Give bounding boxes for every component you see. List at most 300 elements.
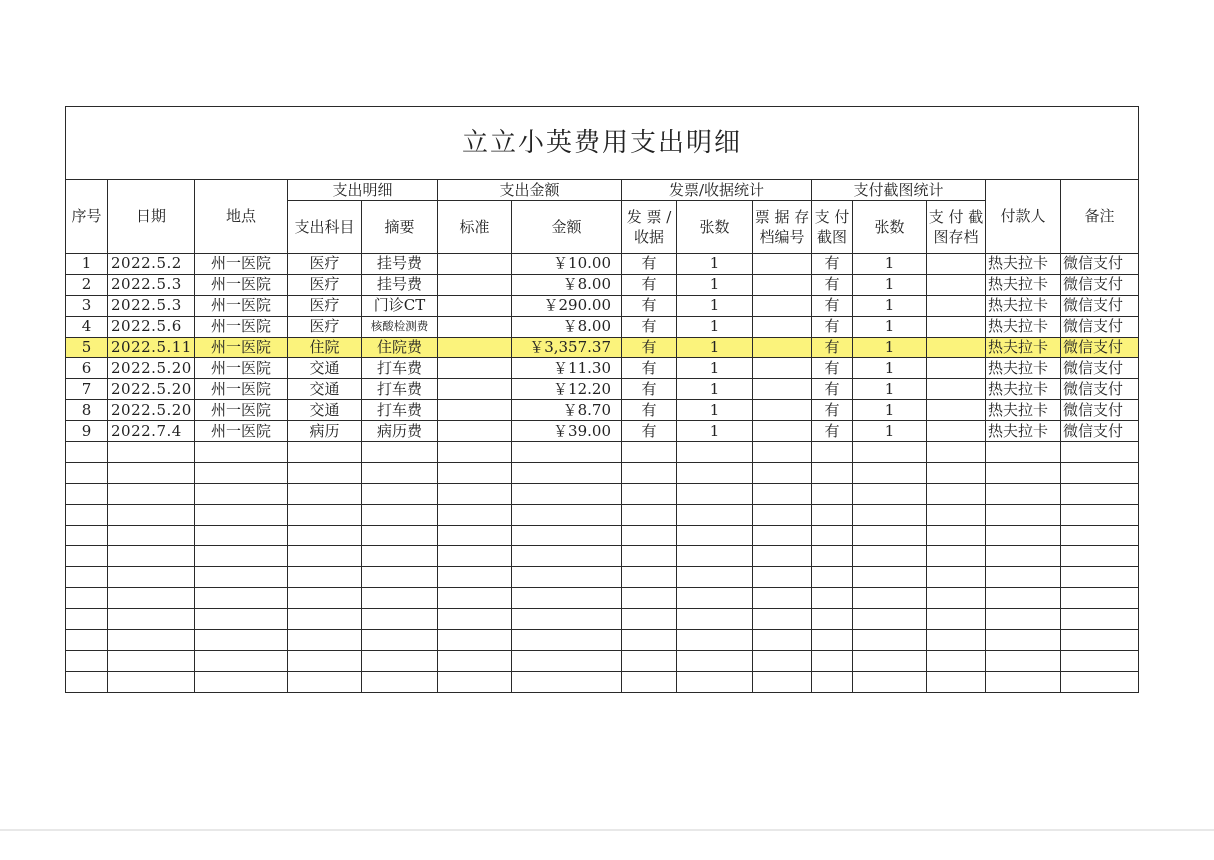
empty-cell bbox=[512, 525, 622, 546]
empty-cell bbox=[986, 483, 1061, 504]
empty-cell bbox=[677, 504, 753, 525]
screenshot-count-cell: 1 bbox=[853, 358, 927, 379]
empty-cell bbox=[512, 630, 622, 651]
seq-cell: 8 bbox=[66, 400, 108, 421]
header-note: 备注 bbox=[1061, 180, 1139, 254]
empty-cell bbox=[108, 609, 195, 630]
table-row bbox=[66, 400, 1139, 421]
date-cell: 2022.5.3 bbox=[108, 274, 195, 295]
invoice-count-cell: 1 bbox=[677, 295, 753, 316]
table-row bbox=[66, 316, 1139, 337]
empty-cell bbox=[622, 525, 677, 546]
empty-cell bbox=[362, 504, 438, 525]
empty-cell bbox=[677, 609, 753, 630]
empty-cell bbox=[438, 462, 512, 483]
seq-cell: 1 bbox=[66, 254, 108, 275]
screenshot-count-cell: 1 bbox=[853, 421, 927, 442]
empty-cell bbox=[108, 442, 195, 463]
empty-cell bbox=[288, 525, 362, 546]
invoice-count-cell: 1 bbox=[677, 274, 753, 295]
invoice-cell: 有 bbox=[622, 254, 677, 275]
empty-cell bbox=[853, 504, 927, 525]
empty-cell bbox=[66, 588, 108, 609]
invoice-count-cell: 1 bbox=[677, 421, 753, 442]
empty-cell bbox=[622, 650, 677, 671]
invoice-cell: 有 bbox=[622, 274, 677, 295]
empty-cell bbox=[622, 483, 677, 504]
empty-cell bbox=[853, 483, 927, 504]
empty-cell bbox=[288, 650, 362, 671]
payer-cell: 热夫拉卡 bbox=[986, 421, 1061, 442]
table-row bbox=[66, 274, 1139, 295]
empty-cell bbox=[108, 525, 195, 546]
empty-cell bbox=[927, 483, 986, 504]
screenshot-count-cell: 1 bbox=[853, 274, 927, 295]
empty-cell bbox=[362, 671, 438, 692]
payer-cell: 热夫拉卡 bbox=[986, 254, 1061, 275]
empty-cell bbox=[438, 525, 512, 546]
empty-cell bbox=[288, 630, 362, 651]
header-date: 日期 bbox=[108, 180, 195, 254]
header-payer: 付款人 bbox=[986, 180, 1061, 254]
invoice-archive-cell bbox=[753, 295, 812, 316]
empty-cell bbox=[438, 546, 512, 567]
screenshot-count-cell: 1 bbox=[853, 316, 927, 337]
empty-cell bbox=[753, 650, 812, 671]
place-cell: 州一医院 bbox=[195, 400, 288, 421]
empty-cell bbox=[512, 567, 622, 588]
amount-cell: ￥8.00 bbox=[512, 274, 622, 295]
empty-cell bbox=[927, 462, 986, 483]
note-cell: 微信支付 bbox=[1061, 358, 1139, 379]
empty-cell bbox=[512, 442, 622, 463]
payer-cell: 热夫拉卡 bbox=[986, 400, 1061, 421]
empty-cell bbox=[622, 671, 677, 692]
screenshot-cell: 有 bbox=[812, 421, 853, 442]
empty-row bbox=[66, 671, 1139, 692]
empty-cell bbox=[195, 650, 288, 671]
subject-cell: 医疗 bbox=[288, 295, 362, 316]
amount-cell: ￥10.00 bbox=[512, 254, 622, 275]
payer-cell: 热夫拉卡 bbox=[986, 358, 1061, 379]
empty-cell bbox=[195, 588, 288, 609]
screenshot-cell: 有 bbox=[812, 358, 853, 379]
screenshot-count-cell: 1 bbox=[853, 337, 927, 358]
header-place: 地点 bbox=[195, 180, 288, 254]
empty-cell bbox=[853, 588, 927, 609]
empty-row bbox=[66, 630, 1139, 651]
empty-cell bbox=[66, 483, 108, 504]
invoice-cell: 有 bbox=[622, 358, 677, 379]
empty-cell bbox=[438, 483, 512, 504]
subject-cell: 医疗 bbox=[288, 316, 362, 337]
empty-cell bbox=[753, 609, 812, 630]
empty-cell bbox=[986, 567, 1061, 588]
empty-cell bbox=[288, 567, 362, 588]
empty-cell bbox=[1061, 442, 1139, 463]
empty-cell bbox=[753, 588, 812, 609]
empty-cell bbox=[1061, 483, 1139, 504]
invoice-cell: 有 bbox=[622, 316, 677, 337]
empty-cell bbox=[362, 442, 438, 463]
empty-cell bbox=[622, 462, 677, 483]
screenshot-archive-cell bbox=[927, 274, 986, 295]
empty-row bbox=[66, 504, 1139, 525]
payer-cell: 热夫拉卡 bbox=[986, 337, 1061, 358]
empty-cell bbox=[195, 630, 288, 651]
summary-cell: 门诊CT bbox=[362, 295, 438, 316]
empty-cell bbox=[927, 442, 986, 463]
expense-table bbox=[65, 106, 1139, 693]
screenshot-archive-cell bbox=[927, 358, 986, 379]
amount-cell: ￥11.30 bbox=[512, 358, 622, 379]
empty-row bbox=[66, 650, 1139, 671]
empty-cell bbox=[622, 546, 677, 567]
seq-cell: 3 bbox=[66, 295, 108, 316]
empty-cell bbox=[853, 442, 927, 463]
standard-cell bbox=[438, 400, 512, 421]
subject-cell: 交通 bbox=[288, 358, 362, 379]
empty-cell bbox=[108, 567, 195, 588]
empty-cell bbox=[753, 442, 812, 463]
empty-cell bbox=[927, 525, 986, 546]
screenshot-cell: 有 bbox=[812, 337, 853, 358]
empty-cell bbox=[438, 442, 512, 463]
header-screenshot-archive: 支 付 截 图存档 bbox=[927, 201, 986, 254]
empty-cell bbox=[362, 650, 438, 671]
summary-cell: 挂号费 bbox=[362, 274, 438, 295]
empty-cell bbox=[195, 546, 288, 567]
empty-cell bbox=[438, 650, 512, 671]
empty-cell bbox=[1061, 650, 1139, 671]
summary-cell: 打车费 bbox=[362, 379, 438, 400]
screenshot-archive-cell bbox=[927, 295, 986, 316]
empty-cell bbox=[108, 546, 195, 567]
seq-cell: 7 bbox=[66, 379, 108, 400]
empty-cell bbox=[195, 671, 288, 692]
empty-cell bbox=[195, 525, 288, 546]
summary-cell: 病历费 bbox=[362, 421, 438, 442]
date-cell: 2022.5.2 bbox=[108, 254, 195, 275]
table-row bbox=[66, 337, 1139, 358]
empty-cell bbox=[195, 609, 288, 630]
empty-cell bbox=[986, 630, 1061, 651]
empty-cell bbox=[812, 442, 853, 463]
place-cell: 州一医院 bbox=[195, 254, 288, 275]
empty-cell bbox=[288, 483, 362, 504]
invoice-archive-cell bbox=[753, 274, 812, 295]
screenshot-cell: 有 bbox=[812, 295, 853, 316]
empty-cell bbox=[853, 671, 927, 692]
empty-cell bbox=[438, 567, 512, 588]
table-row bbox=[66, 421, 1139, 442]
empty-cell bbox=[986, 525, 1061, 546]
invoice-cell: 有 bbox=[622, 421, 677, 442]
empty-cell bbox=[986, 671, 1061, 692]
empty-cell bbox=[512, 588, 622, 609]
invoice-archive-cell bbox=[753, 400, 812, 421]
standard-cell bbox=[438, 274, 512, 295]
empty-cell bbox=[195, 504, 288, 525]
place-cell: 州一医院 bbox=[195, 358, 288, 379]
empty-cell bbox=[677, 442, 753, 463]
table-row bbox=[66, 379, 1139, 400]
empty-cell bbox=[753, 504, 812, 525]
empty-cell bbox=[66, 525, 108, 546]
header-summary: 摘要 bbox=[362, 201, 438, 254]
empty-cell bbox=[195, 442, 288, 463]
invoice-count-cell: 1 bbox=[677, 400, 753, 421]
screenshot-cell: 有 bbox=[812, 400, 853, 421]
empty-cell bbox=[438, 630, 512, 651]
screenshot-count-cell: 1 bbox=[853, 254, 927, 275]
empty-cell bbox=[812, 630, 853, 651]
invoice-archive-cell bbox=[753, 254, 812, 275]
empty-cell bbox=[288, 546, 362, 567]
place-cell: 州一医院 bbox=[195, 316, 288, 337]
invoice-cell: 有 bbox=[622, 379, 677, 400]
empty-cell bbox=[1061, 525, 1139, 546]
empty-cell bbox=[108, 671, 195, 692]
seq-cell: 9 bbox=[66, 421, 108, 442]
empty-cell bbox=[1061, 588, 1139, 609]
date-cell: 2022.5.20 bbox=[108, 379, 195, 400]
screenshot-archive-cell bbox=[927, 337, 986, 358]
subject-cell: 交通 bbox=[288, 400, 362, 421]
header-group-screenshot: 支付截图统计 bbox=[812, 180, 986, 201]
empty-cell bbox=[362, 525, 438, 546]
seq-cell: 2 bbox=[66, 274, 108, 295]
screenshot-cell: 有 bbox=[812, 379, 853, 400]
amount-cell: ￥12.20 bbox=[512, 379, 622, 400]
empty-cell bbox=[108, 462, 195, 483]
header-screenshot-count: 张数 bbox=[853, 201, 927, 254]
amount-cell: ￥8.70 bbox=[512, 400, 622, 421]
empty-cell bbox=[66, 630, 108, 651]
header-invoice: 发 票 / 收据 bbox=[622, 201, 677, 254]
summary-cell: 挂号费 bbox=[362, 254, 438, 275]
empty-row bbox=[66, 588, 1139, 609]
standard-cell bbox=[438, 254, 512, 275]
screenshot-archive-cell bbox=[927, 379, 986, 400]
invoice-count-cell: 1 bbox=[677, 316, 753, 337]
page-edge-line bbox=[0, 829, 1214, 831]
subject-cell: 交通 bbox=[288, 379, 362, 400]
empty-cell bbox=[986, 442, 1061, 463]
empty-cell bbox=[677, 630, 753, 651]
empty-cell bbox=[288, 588, 362, 609]
screenshot-count-cell: 1 bbox=[853, 379, 927, 400]
empty-cell bbox=[753, 483, 812, 504]
standard-cell bbox=[438, 295, 512, 316]
empty-row bbox=[66, 525, 1139, 546]
empty-cell bbox=[438, 609, 512, 630]
place-cell: 州一医院 bbox=[195, 274, 288, 295]
empty-cell bbox=[753, 567, 812, 588]
empty-cell bbox=[362, 609, 438, 630]
empty-cell bbox=[853, 650, 927, 671]
date-cell: 2022.5.11 bbox=[108, 337, 195, 358]
empty-cell bbox=[812, 650, 853, 671]
empty-cell bbox=[362, 462, 438, 483]
empty-cell bbox=[853, 462, 927, 483]
empty-cell bbox=[927, 609, 986, 630]
empty-cell bbox=[927, 588, 986, 609]
screenshot-archive-cell bbox=[927, 400, 986, 421]
empty-cell bbox=[677, 525, 753, 546]
empty-cell bbox=[512, 671, 622, 692]
empty-cell bbox=[812, 588, 853, 609]
empty-cell bbox=[677, 546, 753, 567]
empty-cell bbox=[1061, 630, 1139, 651]
empty-cell bbox=[753, 546, 812, 567]
empty-cell bbox=[66, 504, 108, 525]
empty-cell bbox=[677, 567, 753, 588]
invoice-cell: 有 bbox=[622, 400, 677, 421]
empty-cell bbox=[66, 609, 108, 630]
empty-cell bbox=[512, 504, 622, 525]
empty-cell bbox=[812, 483, 853, 504]
empty-cell bbox=[1061, 546, 1139, 567]
summary-cell: 打车费 bbox=[362, 358, 438, 379]
header-invoice-count: 张数 bbox=[677, 201, 753, 254]
empty-cell bbox=[677, 483, 753, 504]
empty-cell bbox=[753, 462, 812, 483]
empty-cell bbox=[512, 483, 622, 504]
empty-cell bbox=[288, 609, 362, 630]
empty-cell bbox=[927, 504, 986, 525]
invoice-count-cell: 1 bbox=[677, 254, 753, 275]
empty-cell bbox=[195, 483, 288, 504]
invoice-count-cell: 1 bbox=[677, 379, 753, 400]
empty-row bbox=[66, 483, 1139, 504]
screenshot-cell: 有 bbox=[812, 316, 853, 337]
seq-cell: 6 bbox=[66, 358, 108, 379]
empty-cell bbox=[622, 504, 677, 525]
date-cell: 2022.5.20 bbox=[108, 400, 195, 421]
empty-cell bbox=[753, 525, 812, 546]
empty-cell bbox=[362, 483, 438, 504]
empty-cell bbox=[288, 442, 362, 463]
note-cell: 微信支付 bbox=[1061, 316, 1139, 337]
table-title: 立立小英费用支出明细 bbox=[66, 107, 1139, 180]
payer-cell: 热夫拉卡 bbox=[986, 295, 1061, 316]
empty-cell bbox=[812, 525, 853, 546]
empty-cell bbox=[66, 567, 108, 588]
subject-cell: 住院 bbox=[288, 337, 362, 358]
empty-cell bbox=[986, 504, 1061, 525]
empty-cell bbox=[812, 609, 853, 630]
amount-cell: ￥3,357.37 bbox=[512, 337, 622, 358]
empty-cell bbox=[108, 630, 195, 651]
empty-cell bbox=[1061, 567, 1139, 588]
empty-cell bbox=[677, 671, 753, 692]
empty-cell bbox=[66, 671, 108, 692]
seq-cell: 5 bbox=[66, 337, 108, 358]
empty-cell bbox=[108, 650, 195, 671]
empty-cell bbox=[853, 630, 927, 651]
empty-cell bbox=[853, 609, 927, 630]
empty-row bbox=[66, 462, 1139, 483]
note-cell: 微信支付 bbox=[1061, 295, 1139, 316]
invoice-archive-cell bbox=[753, 379, 812, 400]
empty-cell bbox=[512, 609, 622, 630]
invoice-archive-cell bbox=[753, 358, 812, 379]
empty-row bbox=[66, 442, 1139, 463]
subject-cell: 医疗 bbox=[288, 254, 362, 275]
empty-cell bbox=[66, 546, 108, 567]
empty-cell bbox=[812, 546, 853, 567]
header-invoice-archive: 票 据 存 档编号 bbox=[753, 201, 812, 254]
header-amount: 金额 bbox=[512, 201, 622, 254]
payer-cell: 热夫拉卡 bbox=[986, 316, 1061, 337]
empty-cell bbox=[986, 588, 1061, 609]
table-row bbox=[66, 295, 1139, 316]
amount-cell: ￥39.00 bbox=[512, 421, 622, 442]
place-cell: 州一医院 bbox=[195, 337, 288, 358]
header-subject: 支出科目 bbox=[288, 201, 362, 254]
summary-cell: 打车费 bbox=[362, 400, 438, 421]
empty-cell bbox=[1061, 671, 1139, 692]
screenshot-count-cell: 1 bbox=[853, 295, 927, 316]
empty-cell bbox=[288, 462, 362, 483]
empty-cell bbox=[438, 671, 512, 692]
standard-cell bbox=[438, 421, 512, 442]
note-cell: 微信支付 bbox=[1061, 337, 1139, 358]
empty-cell bbox=[927, 567, 986, 588]
empty-cell bbox=[853, 525, 927, 546]
empty-cell bbox=[677, 650, 753, 671]
empty-cell bbox=[438, 588, 512, 609]
table-row bbox=[66, 358, 1139, 379]
empty-cell bbox=[927, 671, 986, 692]
screenshot-cell: 有 bbox=[812, 254, 853, 275]
empty-cell bbox=[66, 650, 108, 671]
header-standard: 标准 bbox=[438, 201, 512, 254]
empty-cell bbox=[927, 650, 986, 671]
empty-cell bbox=[677, 588, 753, 609]
empty-cell bbox=[438, 504, 512, 525]
empty-cell bbox=[362, 546, 438, 567]
empty-cell bbox=[66, 462, 108, 483]
empty-row bbox=[66, 546, 1139, 567]
invoice-archive-cell bbox=[753, 337, 812, 358]
empty-cell bbox=[927, 630, 986, 651]
header-group-detail: 支出明细 bbox=[288, 180, 438, 201]
empty-cell bbox=[986, 609, 1061, 630]
amount-cell: ￥8.00 bbox=[512, 316, 622, 337]
empty-cell bbox=[853, 546, 927, 567]
date-cell: 2022.5.20 bbox=[108, 358, 195, 379]
empty-cell bbox=[362, 588, 438, 609]
header-group-amount: 支出金额 bbox=[438, 180, 622, 201]
note-cell: 微信支付 bbox=[1061, 254, 1139, 275]
empty-cell bbox=[195, 462, 288, 483]
note-cell: 微信支付 bbox=[1061, 379, 1139, 400]
empty-cell bbox=[108, 504, 195, 525]
empty-cell bbox=[677, 462, 753, 483]
empty-row bbox=[66, 609, 1139, 630]
empty-cell bbox=[512, 546, 622, 567]
note-cell: 微信支付 bbox=[1061, 421, 1139, 442]
empty-cell bbox=[622, 609, 677, 630]
standard-cell bbox=[438, 379, 512, 400]
empty-cell bbox=[753, 630, 812, 651]
note-cell: 微信支付 bbox=[1061, 400, 1139, 421]
empty-cell bbox=[812, 567, 853, 588]
empty-cell bbox=[362, 630, 438, 651]
empty-cell bbox=[1061, 462, 1139, 483]
